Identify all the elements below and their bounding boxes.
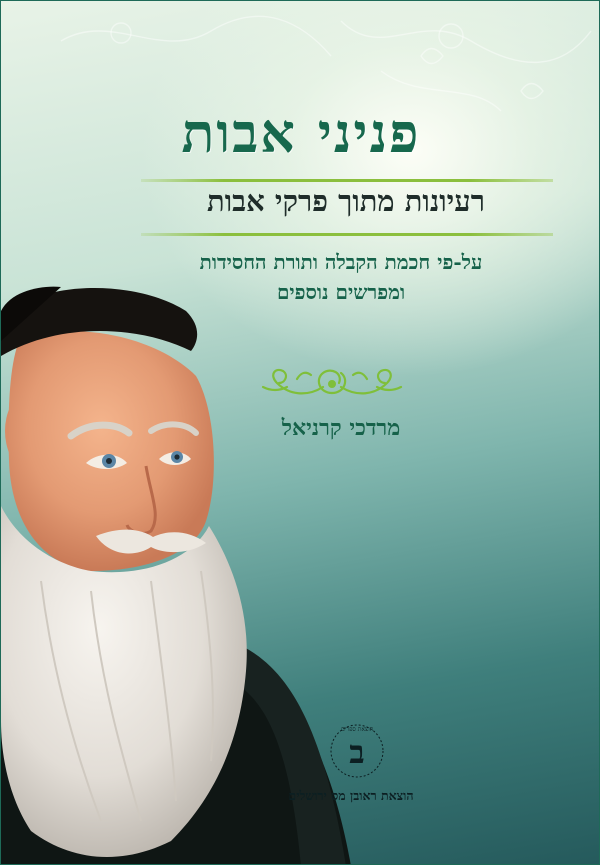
title-rule-bottom bbox=[141, 233, 553, 236]
description-line-2: ומפרשים נוספים bbox=[276, 280, 406, 304]
publisher-logo-icon bbox=[327, 719, 387, 789]
description-line-1: על-פי חכמת הקבלה ותורת החסידות bbox=[199, 250, 483, 274]
book-subtitle: רעיונות מתוך פרקי אבות bbox=[207, 184, 485, 218]
book-title: פניני אבות bbox=[181, 101, 421, 165]
portrait-image bbox=[1, 281, 361, 865]
title-rule-top bbox=[141, 179, 553, 182]
publisher-logo-text: הוצאת ספרים bbox=[340, 726, 374, 733]
publisher-name: הוצאת ראובן מס ירושלים bbox=[288, 788, 414, 803]
publisher-logo-letter: ב bbox=[349, 733, 365, 771]
author-name: מרדכי קרניאל bbox=[281, 415, 401, 441]
